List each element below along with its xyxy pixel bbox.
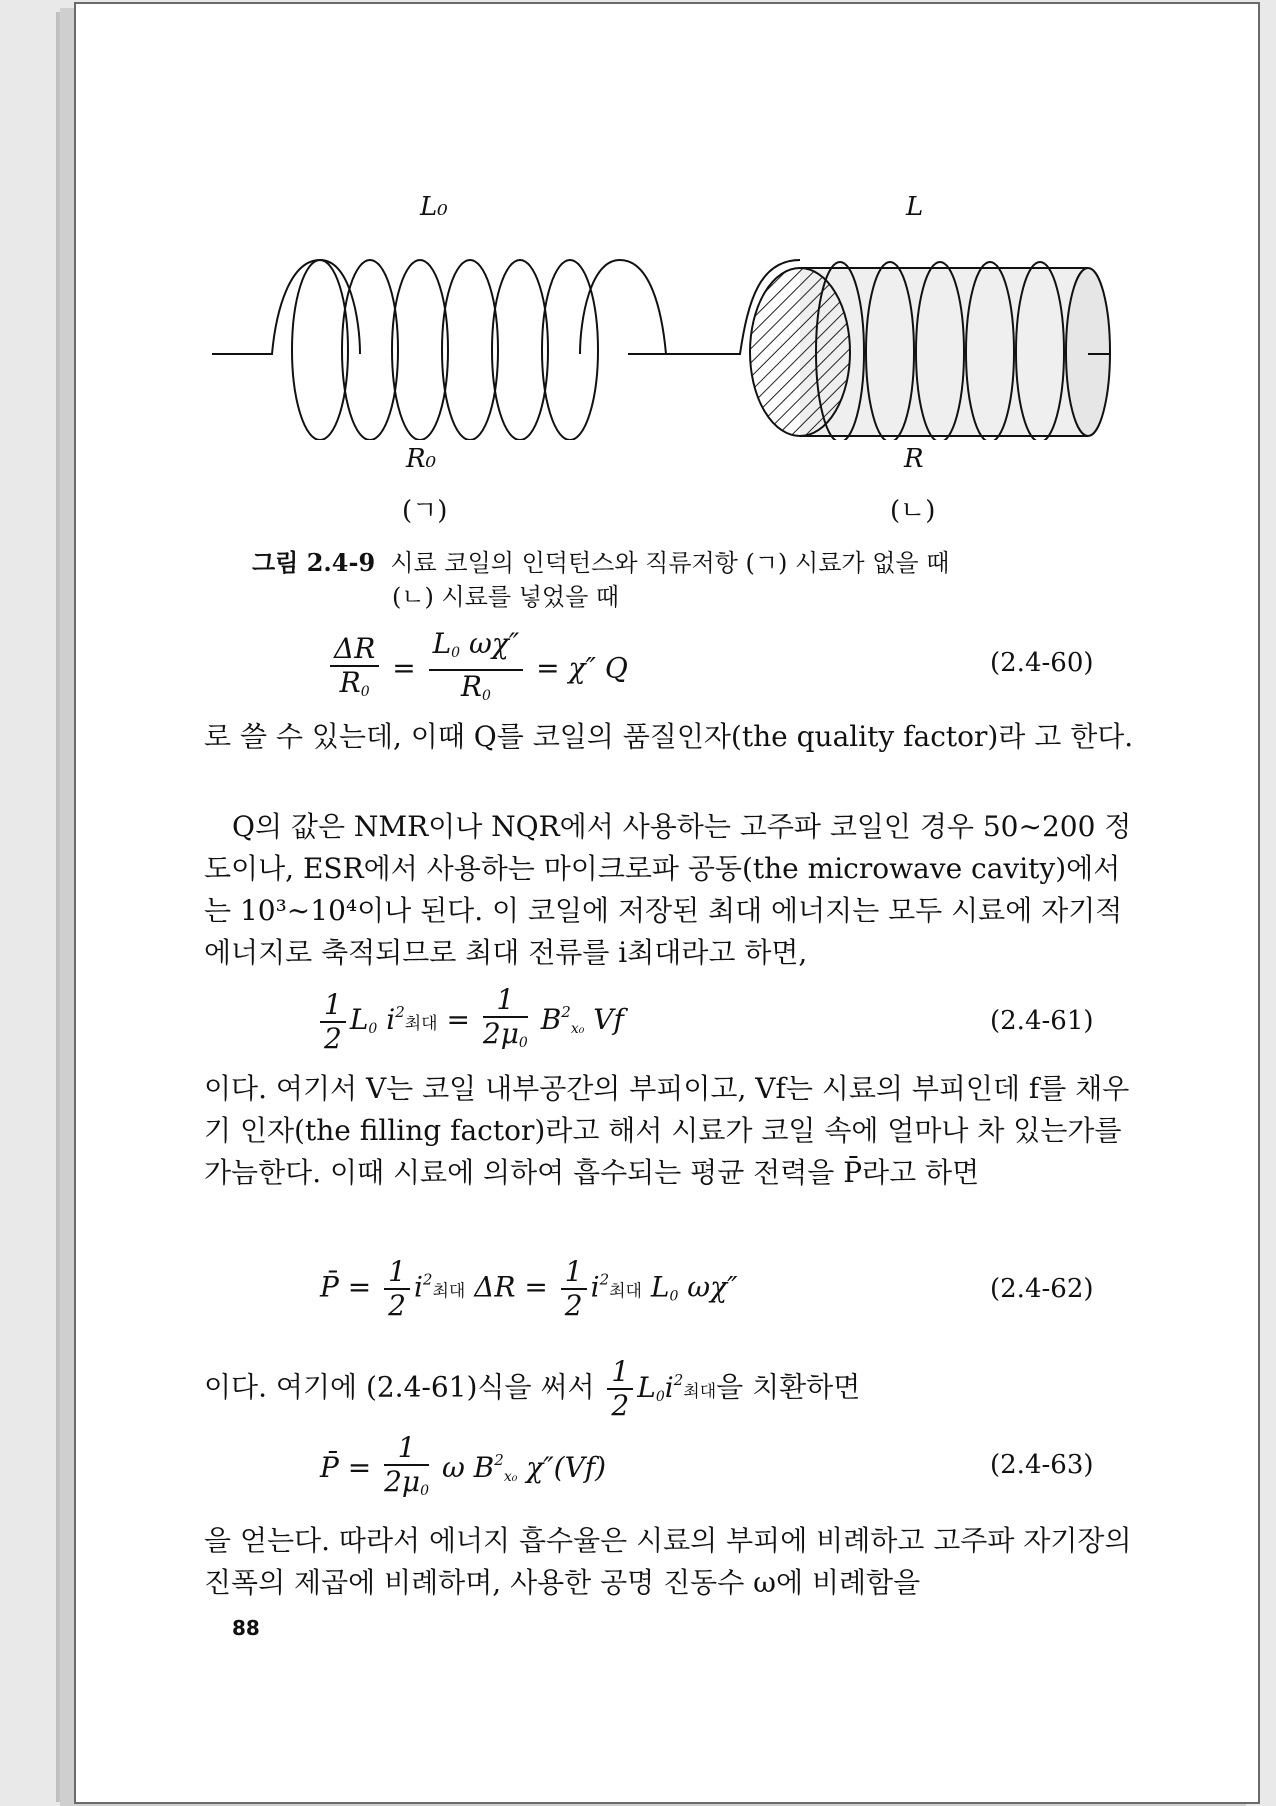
- equation-number-63: (2.4-63): [990, 1450, 1094, 1480]
- equation-number-62: (2.4-62): [990, 1274, 1094, 1304]
- figure-panel-b-tag: (ㄴ): [890, 496, 936, 526]
- equation-2-4-60: $\frac{\Delta R}{R_0}$ = $\frac{L_0 \omega\chi''}{R_0}$ = χ″ Q: [326, 628, 628, 712]
- equation-2-4-63: P̄ = $\frac{1}{2\mu_0}$ ω $B^2_{x_0}$ χ″(Vf): [320, 1431, 607, 1499]
- equation-2-4-61: $\frac{1}{2}$ $L_0$ $i^2$최대 = $\frac{1}{2\mu_0}$ $B^2_{x_0}$ Vf: [316, 984, 624, 1059]
- paragraph-quality-factor: 로 쓸 수 있는데, 이때 Q를 코일의 품질인자(the quality factor)라 고 한다.: [204, 720, 1134, 753]
- figure-number: 그림 2.4-9: [252, 548, 376, 577]
- paragraph-energy: Q의 값은 NMR이나 NQR에서 사용하는 고주파 코일인 경우 50∼200 정도이나, ESR에서 사용하는 마이크로파 공동(the microwave cavity)에서는 10³∼10⁴이나 된다. 이 코일에 저장된 최대 에너지는 모두 시료에 자기적 에너지로 축적되므로 최대 전류를 i최대라고 하면,: [204, 810, 1132, 969]
- empty-coil-drawing: [212, 260, 706, 440]
- equation-2-4-62: P̄ = $\frac{1}{2}$ $i^2$최대 ΔR = $\frac{1}{2}$ $i^2$최대 $L_0$ ωχ″: [320, 1255, 738, 1322]
- sample-coil-inductance-label: L: [906, 192, 924, 222]
- paragraph-filling-factor: 이다. 여기서 V는 코일 내부공간의 부피이고, Vf는 시료의 부피인데 f를 채우기 인자(the filling factor)라고 해서 시료가 코일 속에 얼마나 차 있는가를 가늠한다. 이때 시료에 의하여 흡수되는 평균 전력을 P̄라고 하면: [204, 1072, 1130, 1189]
- figure-caption: [252, 546, 1072, 614]
- equation-number-61: (2.4-61): [990, 1006, 1094, 1036]
- paragraph-substitute-pre: 이다. 여기에 (2.4-61)식을 써서: [204, 1370, 595, 1404]
- sample-coil-drawing: [692, 260, 1110, 440]
- caption-text-line1: 시료 코일의 인덕턴스와 직류저항 (ㄱ) 시료가 없을 때: [390, 549, 950, 577]
- paragraph-absorption: 을 얻는다. 따라서 에너지 흡수율은 시료의 부피에 비례하고 고주파 자기장의 진폭의 제곱에 비례하며, 사용한 공명 진동수 ω에 비례함을: [204, 1524, 1132, 1599]
- sample-coil-resistance-label: R: [904, 444, 924, 474]
- coil-figure: [200, 220, 1120, 440]
- equation-number-60: (2.4-60): [990, 648, 1094, 678]
- paragraph-substitute: 이다. 여기에 (2.4-61)식을 써서 $\frac{1}{2}$ $L_0i^2$최대을 치환하면: [204, 1355, 861, 1422]
- empty-coil-inductance-label: L₀: [420, 192, 448, 222]
- caption-text-line2: (ㄴ) 시료를 넣었을 때: [392, 583, 620, 611]
- empty-coil-resistance-label: R₀: [406, 444, 436, 474]
- figure-panel-a-tag: (ㄱ): [402, 496, 448, 526]
- page-number: 88: [232, 1616, 260, 1640]
- paragraph-substitute-post: 을 치환하면: [716, 1370, 861, 1404]
